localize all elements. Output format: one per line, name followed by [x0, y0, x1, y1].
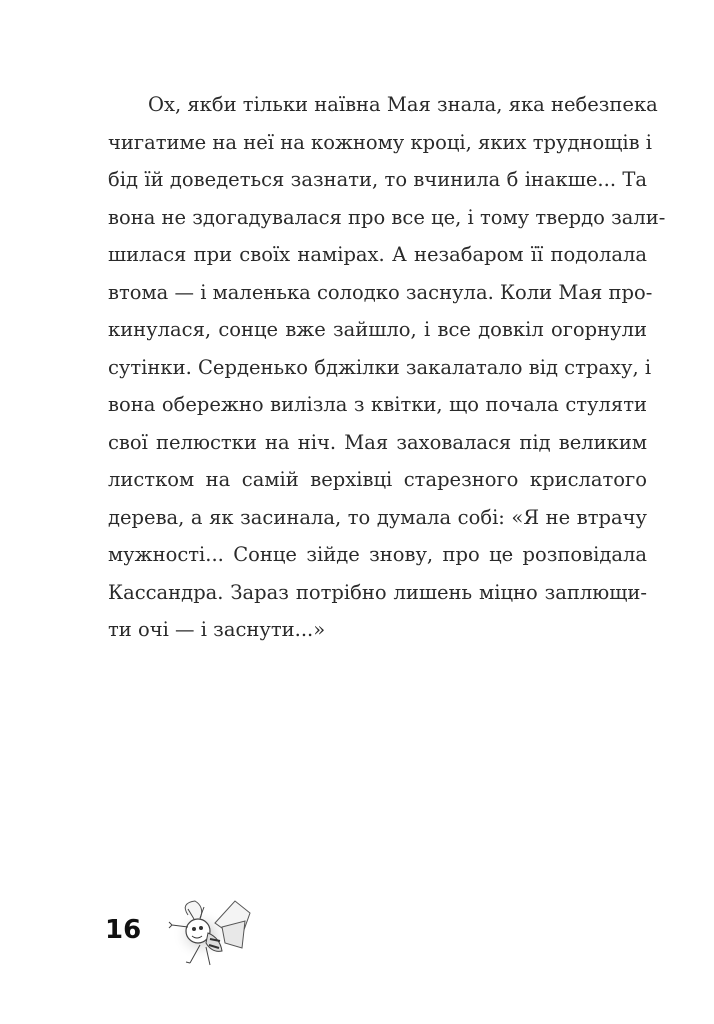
text-line: вона обережно вилізла з квітки, що почала стуляти	[108, 393, 647, 416]
page-number: 16	[105, 915, 142, 945]
body-paragraph	[108, 86, 666, 649]
text-line: свої пелюстки на ніч. Мая заховалася під великим	[108, 430, 647, 454]
text-line: Ох, якби тільки наївна Мая знала, яка небезпека	[148, 93, 658, 116]
text-line: мужності... Сонце зійде знову, про це розповідала	[108, 543, 647, 566]
text-line: дерева, а як засинала, то думала собі: «Я не втрачу	[108, 505, 647, 529]
text-line: сутінки. Серденько бджілки закалатало від страху, і	[108, 355, 652, 379]
text-line: шилася при своїх намірах. А незабаром її подолала	[108, 243, 647, 266]
text-line: чигатиме на неї на кожному кроці, яких труднощів і	[108, 130, 653, 154]
text-line: бід їй доведеться зазнати, то вчинила б інакше... Та	[108, 168, 647, 191]
text-line: ти очі — і заснути...»	[108, 618, 326, 641]
text-line: Кассандра. Зараз потрібно лишень міцно заплющи-	[108, 580, 647, 604]
text-line: вона не здогадувалася про все це, і тому твердо зали-	[108, 205, 666, 229]
bee-illustration-icon	[160, 893, 260, 973]
text-line: кинулася, сонце вже зайшло, і все довкіл огорнули	[108, 318, 647, 341]
text-line: втома — і маленька солодко заснула. Коли Мая про-	[108, 280, 653, 304]
text-line: листком на самій верхівці старезного крислатого	[108, 468, 647, 491]
